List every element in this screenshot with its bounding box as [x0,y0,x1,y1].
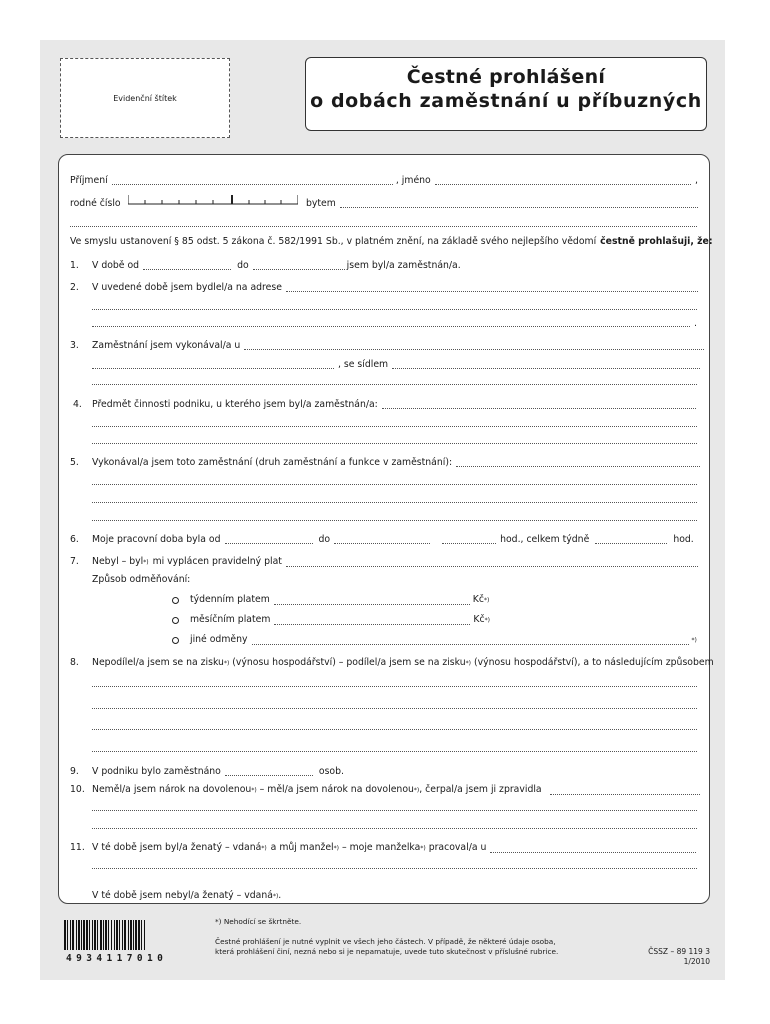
item-7-method-row [92,574,190,586]
monthly-pay-row [190,614,490,627]
item-6-label-weekly: hod., celkem týdně [500,534,590,545]
item-3-seat-label: , se sídlem [338,359,389,370]
weekly-pay-field[interactable] [274,595,470,605]
item-8-number: 8. [70,657,79,668]
footnote-star: *) Nehodící se škrtněte. [215,917,302,926]
item-2-label: V uvedené době jsem bydlel/a na adrese [92,282,282,293]
monthly-pay-currency: Kč [473,614,485,625]
address-label: bytem [306,198,336,209]
other-pay-field[interactable] [252,635,689,645]
item-11-number: 11. [70,842,85,853]
item-1-number: 1. [70,260,79,271]
item-4-number: 4. [73,399,82,410]
footnote-line2: která prohlášení činí, nezná nebo si je nepamatuje, uvede tuto skutečnost v příslušné rubrice. [215,947,559,956]
other-pay-radio[interactable] [172,637,179,644]
item-2-period: . [694,318,697,329]
item-3-row [92,340,704,352]
item-3-label: Zaměstnání jsem vykonával/a u [92,340,241,351]
surname-field[interactable] [112,175,393,185]
item-1-to-field[interactable] [253,260,345,270]
item-8-label-b: (výnosu hospodářství) – podílel/a jsem se na zisku [232,657,466,668]
item-6-label-to: do [318,534,331,545]
item-5-field-line4[interactable] [92,520,697,521]
item-8-field-line2[interactable] [92,708,697,709]
item-3-employer-field-line2[interactable] [92,359,334,369]
form-code [610,947,710,967]
item-5-row [92,457,700,469]
item-7-field[interactable] [286,557,698,567]
item-7-number: 7. [70,556,79,567]
address-field[interactable] [340,198,698,208]
item-4-label: Předmět činnosti podniku, u kterého jsem byl/a zaměstnán/a: [92,399,378,410]
weekly-pay-radio[interactable] [172,597,179,604]
item-7-method-label: Způsob odměňování: [92,574,191,585]
barcode-bar [108,920,109,950]
item-10-field[interactable] [550,785,700,795]
weekly-pay-star: *) [483,597,490,604]
page-title: Čestné prohlášení [406,66,606,88]
item-1-from-field[interactable] [143,260,231,270]
item-3-number: 3. [70,340,79,351]
item-11-last-row [92,890,281,903]
barcode-bar [92,920,93,950]
intro-text [70,236,713,248]
item-5-field-line3[interactable] [92,502,697,503]
item-11-row [92,842,696,855]
barcode-bar [103,920,104,950]
item-8-star-2: *) [465,660,471,667]
item-10-row [92,784,700,797]
item-10-label-a: Neměl/a jsem nárok na dovolenou [92,784,252,795]
birth-number-label: rodné číslo [70,198,121,209]
monthly-pay-radio[interactable] [172,617,179,624]
barcode-bar [97,920,98,950]
item-11-label-d: pracoval/a u [428,842,487,853]
item-2-field[interactable] [286,282,698,292]
item-10-label-b: – měl/a jsem nárok na dovolenou [259,784,414,795]
barcode-bar [86,920,88,950]
item-8-field-line4[interactable] [92,751,697,752]
item-2-row [92,282,698,294]
barcode-bar [133,920,134,950]
weekly-pay-currency: Kč [472,594,484,605]
item-6-to-field[interactable] [334,534,430,544]
other-pay-star: *) [691,637,697,644]
barcode-bar [119,920,120,950]
item-7-star: *) [143,559,149,566]
barcode-bar [122,920,123,950]
item-8-label-c: (výnosu hospodářství), a to následujícím způsobem [473,657,714,668]
barcode-bar [100,920,102,950]
item-7-row [92,556,698,569]
item-1-label-from: V době od [92,260,140,271]
item-6-label-from: Moje pracovní doba byla od [92,534,221,545]
form-code-line1: ČSSZ – 89 119 3 [648,947,710,956]
barcode-bar [114,920,115,950]
item-6-hours-field[interactable] [442,534,496,544]
barcode-bar [94,920,96,950]
item-11-label-c: – moje manželka [341,842,421,853]
item-8-field-line3[interactable] [92,729,697,730]
item-8-label-a: Nepodílel/a jsem se na zisku [92,657,224,668]
item-10-star-2: *) [413,787,420,794]
item-5-label: Vykonával/a jsem toto zaměstnání (druh zaměstnání a funkce v zaměstnání): [92,457,453,468]
item-4-field[interactable] [382,399,696,409]
item-9-label-a: V podniku bylo zaměstnáno [92,766,221,777]
item-11-last-label: V té době jsem nebyl/a ženatý – vdaná [92,890,273,901]
barcode-bar [67,920,68,950]
item-3-employer-field[interactable] [244,340,704,350]
name-comma: , [695,175,698,186]
item-6-from-field[interactable] [225,534,313,544]
item-11-field[interactable] [490,843,696,853]
barcode [63,920,181,950]
item-8-row [92,657,714,670]
item-10-label-c: , čerpal/a jsem ji zpravidla [419,784,542,795]
item-4-row [92,399,696,411]
other-pay-label: jiné odměny [190,634,248,645]
surname-label: Příjmení [70,175,108,186]
surname-row [70,175,698,187]
barcode-bar [70,920,71,950]
barcode-bar [76,920,77,950]
item-3-seat-field[interactable] [392,359,700,369]
item-1-label-to: do [237,260,249,271]
barcode-bar [124,920,126,950]
barcode-bar [72,920,74,950]
page-subtitle: o dobách zaměstnání u příbuzných [310,90,702,112]
address-row [306,198,698,210]
item-2-field-line3[interactable] [92,326,690,327]
registration-label-text: Evidenční štítek [113,93,177,103]
item-7-label-b: mi vyplácen pravidelný plat [152,556,282,567]
barcode-bar [81,920,82,950]
footnote-line1: Čestné prohlášení je nutné vyplnit ve všech jeho částech. V případě, že některé údaje osoba, [215,937,556,946]
form-code-line2: 1/2010 [683,957,710,966]
barcode-bar [138,920,140,950]
birth-number-field[interactable] [128,195,298,205]
item-6-number: 6. [70,534,79,545]
intro-text-main: Ve smyslu ustanovení § 85 odst. 5 zákona č. 582/1991 Sb., v platném znění, na základě svého nejlepšího vědomí [70,236,597,247]
item-8-field-line1[interactable] [92,686,697,687]
weekly-pay-label: týdenním platem [190,594,270,605]
item-11-last-star: *) [272,893,279,900]
barcode-bar [128,920,129,950]
item-8-star-1: *) [223,660,230,667]
barcode-bar [78,920,80,950]
item-10-number: 10. [70,784,85,795]
barcode-bar [111,920,112,950]
item-11-label-b: a můj manžel [270,842,334,853]
barcode-bar [135,920,137,950]
item-2-number: 2. [70,282,79,293]
barcode-bar [105,920,107,950]
barcode-number: 4934117010 [66,953,168,964]
other-pay-row [190,634,697,647]
item-10-field-line2[interactable] [92,810,697,811]
item-10-field-line3[interactable] [92,828,697,829]
item-4-field-line3[interactable] [92,443,697,444]
barcode-bar [89,920,90,950]
barcode-bar [64,920,66,950]
barcode-bar [144,920,145,950]
item-7-label-a: Nebyl – byl [92,556,144,567]
address-field-line2[interactable] [70,226,697,227]
item-11-star-3: *) [420,845,426,852]
barcode-bar [141,920,142,950]
title-box [305,57,707,131]
item-3-field-line3[interactable] [92,384,697,385]
item-11-label-a: V té době jsem byl/a ženatý – vdaná [92,842,262,853]
item-5-field[interactable] [456,457,700,467]
monthly-pay-star: *) [484,617,490,624]
item-11-field-line2[interactable] [92,868,697,869]
monthly-pay-label: měsíčním platem [190,614,271,625]
item-1-row [92,260,461,272]
item-9-field[interactable] [225,766,313,776]
item-9-number: 9. [70,766,79,777]
barcode-bar [130,920,132,950]
item-6-label-hours: hod. [673,534,694,545]
item-4-field-line2[interactable] [92,426,697,427]
item-5-field-line2[interactable] [92,484,697,485]
item-2-field-line2[interactable] [92,309,697,310]
barcode-bar [83,920,85,950]
item-9-label-b: osob. [318,766,344,777]
item-11-last-period: . [278,890,282,901]
barcode-bar [116,920,118,950]
item-11-star-1: *) [261,845,267,852]
name-field[interactable] [435,175,691,185]
registration-label-box [60,58,230,138]
intro-text-bold: čestně prohlašuji, že: [600,236,713,247]
item-10-star-1: *) [251,787,257,794]
item-6-row [92,534,694,546]
birth-number-row [70,198,121,210]
item-6-weekly-field[interactable] [595,534,667,544]
monthly-pay-field[interactable] [274,615,470,625]
item-11-star-2: *) [333,845,339,852]
item-1-label-end: jsem byl/a zaměstnán/a. [346,260,461,271]
item-3-row2 [92,359,700,371]
item-5-number: 5. [70,457,79,468]
weekly-pay-row [190,594,489,607]
item-9-row [92,766,344,778]
name-label: , jméno [395,175,431,186]
